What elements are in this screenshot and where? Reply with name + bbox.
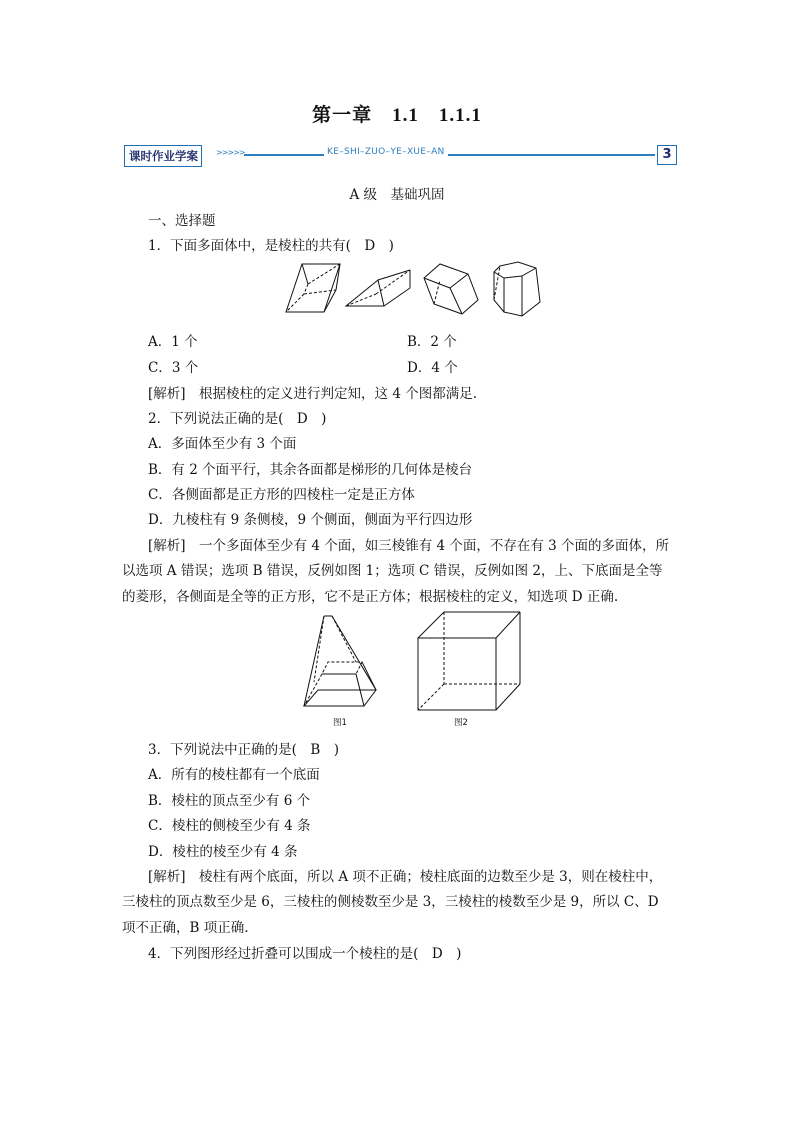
banner-rule [244,154,655,156]
q2-option-a: A．多面体至少有 3 个面 [148,436,297,452]
page-title: 第一章 1.1 1.1.1 [312,105,482,126]
level-heading: A 级 基础巩固 [349,187,445,203]
figure-2-diagram [414,610,524,714]
hexagonal-prism-figure [424,264,478,314]
section-heading: 一、选择题 [148,213,216,229]
q1-option-a: A．1 个 [148,334,198,350]
q3-option-a: A．所有的棱柱都有一个底面 [148,767,320,783]
q2-analysis-line-1: [解析] 一个多面体至少有 4 个面，如三棱锥有 4 个面，不存在有 3 个面的多面体，所 [148,538,670,554]
q1-option-b: B．2 个 [407,334,457,350]
upright-hexagonal-prism-figure [494,262,540,316]
q2-option-c: C．各侧面都是正方形的四棱柱一定是正方体 [148,487,415,503]
banner-page-number: 3 [657,145,677,165]
banner-label: 课时作业学案 [124,145,202,167]
q3-analysis-line-3: 项不正确，B 项正确. [122,920,249,936]
figure-1-caption: 图1 [333,718,347,728]
q1-analysis: [解析] 根据棱柱的定义进行判定知，这 4 个图都满足. [148,386,477,402]
banner-arrows: >>>>> [216,148,245,157]
q2-option-d: D．九棱柱有 9 条侧棱，9 个侧面，侧面为平行四边形 [148,512,473,528]
q3-analysis-line-1: [解析] 棱柱有两个底面，所以 A 项不正确；棱柱底面的边数至少是 3，则在棱柱中， [148,869,663,885]
q2-analysis-line-2: 以选项 A 错误；选项 B 错误，反例如图 1；选项 C 错误，反例如图 2，上、下底面是全等 [122,563,663,579]
oblique-prism-figure [286,264,340,312]
section-banner [124,145,679,167]
triangular-prism-figure [346,270,410,306]
figure-2-caption: 图2 [454,718,468,728]
q3-option-c: C．棱柱的侧棱至少有 4 条 [148,818,311,834]
q3-stem: 3．下列说法中正确的是( B ) [148,742,340,758]
q2-stem: 2．下列说法正确的是( D ) [148,411,327,427]
q2-option-b: B．有 2 个面平行，其余各面都是梯形的几何体是棱台 [148,462,473,478]
banner-pinyin: KE–SHI–ZUO–YE–XUE–AN [324,147,448,157]
q3-analysis-line-2: 三棱柱的顶点数至少是 6，三棱柱的侧棱数至少是 3，三棱柱的棱数至少是 9，所以 C、D [122,894,659,910]
q2-analysis-line-3: 的菱形，各侧面是全等的正方形，它不是正方体；根据棱柱的定义，知选项 D 正确. [122,589,619,605]
q1-option-d: D．4 个 [407,360,458,376]
figure-1-diagram [300,612,380,712]
q1-figures [282,258,552,322]
q1-option-c: C．3 个 [148,360,199,376]
q4-stem: 4．下列图形经过折叠可以围成一个棱柱的是( D ) [148,946,462,962]
q3-option-b: B．棱柱的顶点至少有 6 个 [148,793,311,809]
q3-option-d: D．棱柱的棱至少有 4 条 [148,844,298,860]
q1-stem: 1．下面多面体中，是棱柱的共有( D ) [148,238,394,254]
